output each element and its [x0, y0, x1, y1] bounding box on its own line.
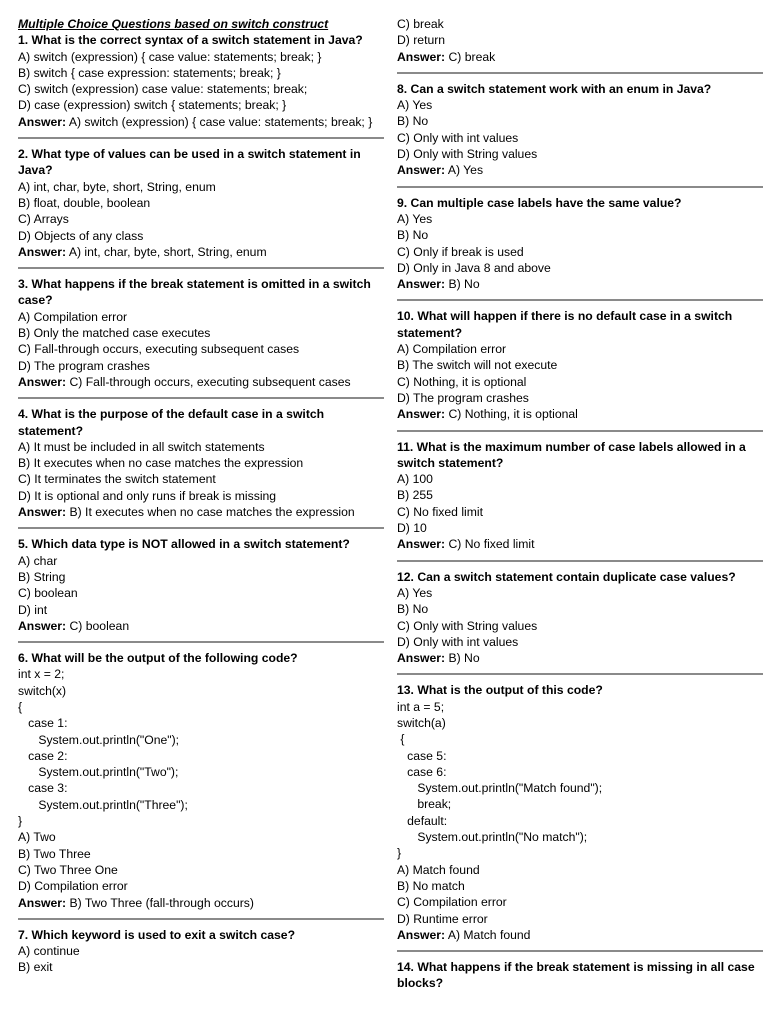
answer-option: C) Only if break is used: [397, 244, 524, 259]
answer-option: A) Yes: [397, 211, 433, 226]
question-title: 12. Can a switch statement contain duplicate case values?: [397, 569, 736, 584]
answer-option: C) Fall-through occurs, executing subsequent cases: [18, 342, 300, 357]
answer-option: C) Compilation error: [397, 895, 507, 910]
question-title: 9. Can multiple case labels have the same value?: [397, 195, 682, 210]
answer-option: A) continue: [18, 944, 80, 959]
answer-label: Answer:: [18, 374, 67, 389]
answer-text: B) Two Three (fall-through occurs): [69, 895, 254, 910]
answer-option: B) The switch will not execute: [397, 358, 558, 373]
answer-option: A) Match found: [397, 862, 480, 877]
correct-answer: [18, 374, 380, 390]
question-divider: [18, 641, 384, 643]
correct-answer: [397, 406, 759, 422]
answer-text: C) Fall-through occurs, executing subsequent cases: [69, 374, 351, 389]
code-line: }: [397, 846, 402, 861]
answer-text: A) Yes: [447, 163, 484, 178]
question-block: [397, 308, 759, 422]
answer-option: A) int, char, byte, short, String, enum: [18, 179, 216, 194]
question-divider: [18, 918, 384, 920]
code-line: }: [18, 814, 23, 829]
answer-text: C) No fixed limit: [448, 537, 535, 552]
question-title: 14. What happens if the break statement is missing in all case blocks?: [397, 960, 755, 991]
question-divider: [397, 430, 763, 432]
question-title: 5. Which data type is NOT allowed in a switch statement?: [18, 537, 350, 552]
question-title: 10. What will happen if there is no default case in a switch statement?: [397, 309, 733, 340]
answer-option: A) Compilation error: [18, 309, 128, 324]
answer-option: B) 255: [397, 488, 433, 503]
answer-option: A) char: [18, 553, 58, 568]
answer-label: Answer:: [18, 895, 67, 910]
question-title: 7. Which keyword is used to exit a switch case?: [18, 927, 296, 942]
code-line: break;: [397, 797, 452, 812]
answer-option: D) Only with int values: [397, 634, 519, 649]
answer-label: Answer:: [397, 49, 446, 64]
correct-answer: [397, 276, 759, 292]
answer-option: C) Nothing, it is optional: [397, 374, 527, 389]
answer-option: B) It executes when no case matches the expression: [18, 456, 304, 471]
correct-answer: [397, 49, 759, 65]
question-divider: [18, 397, 384, 399]
code-line: System.out.println("No match");: [397, 830, 588, 845]
correct-answer: [18, 114, 380, 130]
code-line: int a = 5;: [397, 699, 445, 714]
correct-answer: [397, 162, 759, 178]
correct-answer: [18, 244, 380, 260]
answer-option: B) Two Three: [18, 846, 91, 861]
answer-option: D) It is optional and only runs if break is missing: [18, 488, 277, 503]
answer-option: D) The program crashes: [397, 390, 529, 405]
left-column: [18, 16, 380, 976]
answer-option: A) Two: [18, 830, 56, 845]
answer-option: D) int: [18, 602, 48, 617]
answer-text: A) Match found: [447, 927, 531, 942]
correct-answer: [397, 650, 759, 666]
question-block: [18, 650, 380, 911]
answer-label: Answer:: [18, 618, 67, 633]
answer-label: Answer:: [18, 244, 67, 259]
answer-text: A) int, char, byte, short, String, enum: [68, 244, 267, 259]
question-divider: [397, 186, 763, 188]
answer-option: A) switch (expression) { case value: statements; break; }: [18, 49, 322, 64]
answer-label: Answer:: [397, 927, 446, 942]
answer-option: C) Arrays: [18, 212, 69, 227]
answer-option: D) Only in Java 8 and above: [397, 260, 551, 275]
question-block: [397, 959, 759, 992]
answer-label: Answer:: [18, 114, 67, 129]
answer-option: D) case (expression) switch { statements; break; }: [18, 98, 287, 113]
code-line: case 6:: [397, 764, 447, 779]
answer-text: B) No: [448, 651, 480, 666]
answer-text: C) boolean: [69, 618, 130, 633]
answer-option: B) Only the matched case executes: [18, 326, 211, 341]
code-line: {: [397, 732, 405, 747]
answer-option: D) The program crashes: [18, 358, 150, 373]
question-title: 4. What is the purpose of the default case in a switch statement?: [18, 407, 325, 438]
answer-option: C) Only with String values: [397, 618, 538, 633]
code-line: case 5:: [397, 748, 447, 763]
answer-label: Answer:: [397, 277, 446, 292]
answer-text: B) It executes when no case matches the expression: [69, 505, 355, 520]
answer-text: C) Nothing, it is optional: [448, 407, 578, 422]
answer-option: C) It terminates the switch statement: [18, 472, 216, 487]
answer-option: C) switch (expression) case value: statements; break;: [18, 82, 308, 97]
answer-option: B) No: [397, 602, 429, 617]
question-title: 3. What happens if the break statement is omitted in a switch case?: [18, 277, 371, 308]
code-line: switch(a): [397, 715, 446, 730]
answer-option: A) It must be included in all switch statements: [18, 439, 265, 454]
answer-option: C) boolean: [18, 586, 78, 601]
question-block: [18, 146, 380, 260]
correct-answer: [397, 536, 759, 552]
question-block: [18, 32, 380, 130]
question-title: 8. Can a switch statement work with an enum in Java?: [397, 81, 712, 96]
question-divider: [397, 299, 763, 301]
answer-option: B) switch { case expression: statements; break; }: [18, 65, 281, 80]
question-title: 11. What is the maximum number of case labels allowed in a switch statement?: [397, 439, 746, 470]
question-block: [397, 81, 759, 179]
answer-option: B) No: [397, 114, 429, 129]
question-title: 2. What type of values can be used in a switch statement in Java?: [18, 147, 361, 178]
answer-label: Answer:: [397, 651, 446, 666]
question-divider: [18, 527, 384, 529]
question-block: [18, 276, 380, 390]
code-line: case 1:: [18, 716, 68, 731]
answer-text: B) No: [448, 277, 480, 292]
question-title: 13. What is the output of this code?: [397, 683, 603, 698]
answer-option: C) Only with int values: [397, 130, 519, 145]
correct-answer: [18, 618, 380, 634]
answer-option: B) No match: [397, 878, 465, 893]
code-line: System.out.println("One");: [18, 732, 180, 747]
answer-option: D) Only with String values: [397, 147, 538, 162]
answer-option: A) Compilation error: [397, 342, 507, 357]
answer-option: A) Yes: [397, 585, 433, 600]
question-block: [397, 682, 759, 943]
question-block: [397, 439, 759, 553]
answer-option: C) break: [397, 17, 444, 31]
answer-option: A) Yes: [397, 98, 433, 113]
correct-answer: [18, 504, 380, 520]
code-line: case 2:: [18, 748, 68, 763]
question-block: [397, 569, 759, 667]
question-divider: [397, 560, 763, 562]
question-divider: [397, 72, 763, 74]
question-block: [18, 406, 380, 520]
code-line: System.out.println("Three");: [18, 797, 188, 812]
question-divider: [397, 950, 763, 952]
answer-option: B) float, double, boolean: [18, 195, 151, 210]
answer-option: B) String: [18, 569, 66, 584]
answer-option: B) No: [397, 228, 429, 243]
answer-text: A) switch (expression) { case value: statements; break; }: [68, 114, 373, 129]
answer-option: A) 100: [397, 472, 433, 487]
question-divider: [18, 137, 384, 139]
correct-answer: [18, 895, 380, 911]
answer-option: D) 10: [397, 521, 427, 536]
code-line: System.out.println("Two");: [18, 765, 179, 780]
question-title: 1. What is the correct syntax of a switch statement in Java?: [18, 33, 363, 48]
answer-option: D) return: [397, 33, 446, 48]
question-divider: [18, 267, 384, 269]
code-line: int x = 2;: [18, 667, 65, 682]
answer-option: B) exit: [18, 960, 53, 975]
question-block: [18, 536, 380, 634]
answer-label: Answer:: [397, 407, 446, 422]
code-line: switch(x): [18, 683, 67, 698]
question-block: [397, 195, 759, 293]
question-block: [18, 927, 380, 976]
question-divider: [397, 673, 763, 675]
right-column: [397, 16, 759, 992]
answer-label: Answer:: [397, 537, 446, 552]
code-line: case 3:: [18, 781, 68, 796]
code-line: {: [18, 699, 23, 714]
answer-option: D) Objects of any class: [18, 228, 144, 243]
answer-label: Answer:: [18, 505, 67, 520]
question-block: [397, 16, 759, 65]
question-title: 6. What will be the output of the following code?: [18, 651, 298, 666]
document-title: Multiple Choice Questions based on switch construct: [18, 17, 329, 31]
answer-option: D) Runtime error: [397, 911, 488, 926]
code-line: System.out.println("Match found");: [397, 781, 603, 796]
answer-text: C) break: [448, 49, 496, 64]
answer-option: C) Two Three One: [18, 862, 118, 877]
answer-option: C) No fixed limit: [397, 504, 484, 519]
code-line: default:: [397, 813, 448, 828]
answer-option: D) Compilation error: [18, 879, 128, 894]
answer-label: Answer:: [397, 163, 446, 178]
correct-answer: [397, 927, 759, 943]
